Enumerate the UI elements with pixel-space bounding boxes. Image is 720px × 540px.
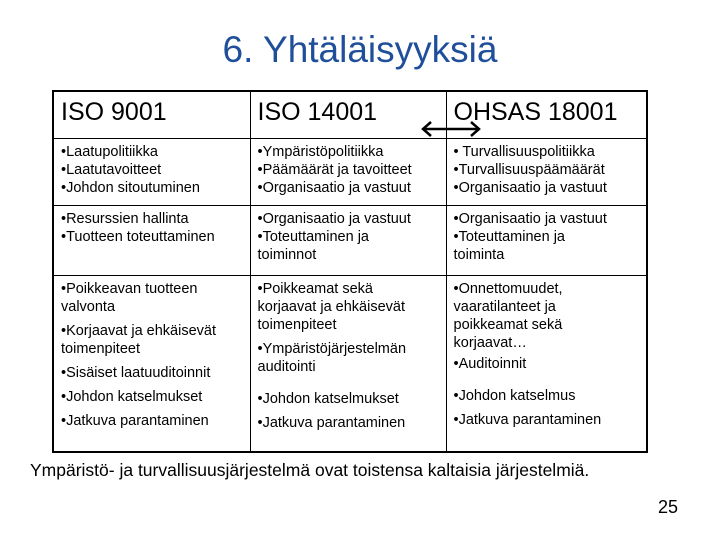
list-item: •Ympäristöpolitiikka (257, 143, 384, 160)
column-header-iso14001: ISO 14001 (250, 92, 446, 138)
list-item: •Johdon katselmus (453, 387, 576, 404)
list-item: •Toteuttaminen ja toiminta (453, 228, 565, 263)
slide-caption: Ympäristö- ja turvallisuusjärjestelmä ovat toistensa kaltaisia järjestelmiä. (30, 460, 590, 480)
column-header-ohsas18001: OHSAS 18001 (446, 92, 646, 138)
list-item: •Organisaatio ja vastuut (453, 179, 607, 196)
table-cell (446, 138, 646, 205)
slide-title: 6. Yhtäläisyyksiä (222, 29, 498, 70)
list-item: •Johdon katselmukset (61, 388, 203, 405)
list-item: •Onnettomuudet, vaaratilanteet ja poikkeamat sekä korjaavat… (453, 280, 563, 351)
list-item: •Organisaatio ja vastuut (257, 179, 411, 196)
list-item: •Johdon sitoutuminen (61, 179, 200, 196)
list-item: •Päämäärät ja tavoitteet (257, 161, 412, 178)
list-item: • Turvallisuuspolitiikka (453, 143, 595, 160)
table-cell (250, 205, 446, 275)
table-cell (250, 138, 446, 205)
list-item: •Poikkeavan tuotteen valvonta (61, 280, 198, 315)
list-item: •Korjaavat ja ehkäisevät toimenpiteet (61, 322, 216, 357)
list-item: •Turvallisuuspäämäärät (453, 161, 605, 178)
page-number: 25 (657, 497, 678, 517)
list-item: •Organisaatio ja vastuut (257, 210, 411, 227)
table-cell (250, 275, 446, 453)
list-item: •Tuotteen toteuttaminen (61, 228, 215, 245)
list-item: •Sisäiset laatuuditoinnit (61, 364, 211, 381)
table-header-row (54, 92, 646, 138)
list-item: •Laatutavoitteet (61, 161, 162, 178)
table-cell (446, 275, 646, 453)
list-item: •Resurssien hallinta (61, 210, 189, 227)
list-item: •Laatupolitiikka (61, 143, 158, 160)
table-cell (54, 205, 250, 275)
table-row (54, 138, 646, 205)
list-item: •Jatkuva parantaminen (61, 412, 209, 429)
table-cell (446, 205, 646, 275)
list-item: •Poikkeamat sekä korjaavat ja ehkäisevät toimenpiteet (257, 280, 405, 333)
list-item: •Auditoinnit (453, 355, 527, 372)
list-item: •Ympäristöjärjestelmän auditointi (257, 340, 407, 375)
table-row (54, 275, 646, 453)
list-item: •Johdon katselmukset (257, 390, 399, 407)
table-cell (54, 138, 250, 205)
list-item: •Jatkuva parantaminen (257, 414, 406, 431)
list-item: •Organisaatio ja vastuut (453, 210, 607, 227)
column-header-iso9001: ISO 9001 (54, 92, 250, 138)
standards-comparison-table (54, 92, 646, 453)
list-item: •Toteuttaminen ja toiminnot (257, 228, 369, 263)
table-row (54, 205, 646, 275)
table-cell (54, 275, 250, 453)
double-headed-arrow-icon (420, 120, 482, 138)
list-item: •Jatkuva parantaminen (453, 411, 602, 428)
